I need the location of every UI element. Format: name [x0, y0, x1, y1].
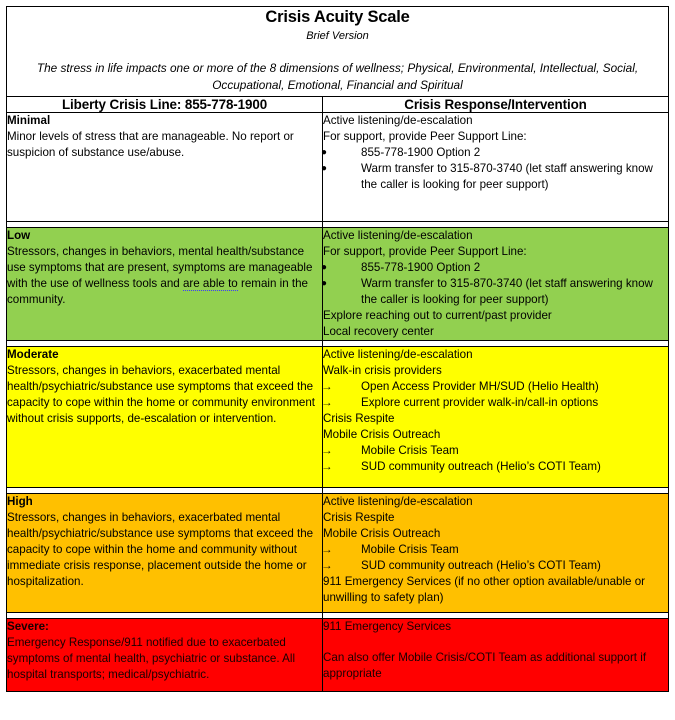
level-description: Emergency Response/911 notified due to exacerbated symptoms of mental health, psychiatric or substance. All hospital transports; medical/psychiatric. [7, 635, 296, 681]
level-description-pre: Stressors, changes in behaviors, mental health/substance use symptoms that are present, symptoms are manageable with the use of wellness tools and [7, 245, 313, 291]
response-line: 911 Emergency Services (if no other option available/unable or unwilling to safety plan) [323, 574, 646, 604]
response-line: For support, provide Peer Support Line: [323, 245, 527, 259]
table-body [7, 7, 669, 692]
response-sub-item-label: Mobile Crisis Team [361, 542, 459, 556]
response-sub-item [323, 161, 668, 193]
level-description: Stressors, changes in behaviors, exacerbated mental health/psychiatric/substance use symptoms that exceed the capacity to cope within the home and community without immediate crisis response, placement outside the home or hospitalization. [7, 510, 314, 588]
level-cell-high [7, 494, 323, 613]
acuity-row-moderate [7, 347, 669, 488]
level-cell-severe [7, 619, 323, 692]
page-subtitle: Brief Version [306, 29, 369, 42]
response-blank-line [323, 635, 668, 650]
response-line: Active listening/de-escalation [323, 114, 473, 128]
response-cell-high [323, 494, 669, 613]
response-cell-moderate [323, 347, 669, 488]
bullet-icon: ● [321, 262, 328, 274]
level-description [7, 244, 322, 308]
response-sub-item [323, 145, 668, 161]
response-cell-severe [323, 619, 669, 692]
response-sub-item-label: SUD community outreach (Helio’s COTI Team) [361, 558, 601, 572]
response-line: Mobile Crisis Outreach [323, 427, 441, 441]
level-cell-low [7, 228, 323, 341]
level-label: Minimal [7, 114, 51, 128]
response-line: Local recovery center [323, 325, 434, 339]
crisis-acuity-scale-table [6, 6, 669, 692]
response-sub-item [323, 260, 668, 276]
arrow-right-icon: → [321, 443, 333, 457]
response-cell-minimal [323, 113, 669, 222]
bullet-icon: ● [321, 278, 328, 290]
level-label: Low [7, 229, 31, 243]
response-line: Explore reaching out to current/past provider [323, 309, 552, 323]
page-title: Crisis Acuity Scale [265, 8, 410, 26]
acuity-row-severe [7, 619, 669, 692]
response-sub-item-label: Open Access Provider MH/SUD (Helio Health) [361, 379, 599, 393]
level-description: Minor levels of stress that are manageable. No report or suspicion of substance use/abuse. [7, 130, 294, 160]
title-row [7, 7, 669, 97]
level-label: High [7, 495, 33, 508]
response-sub-item-label: Mobile Crisis Team [361, 443, 459, 457]
title-cell [7, 7, 669, 97]
spellcheck-flagged-text: are able to [182, 277, 238, 291]
intro-paragraph: The stress in life impacts one or more of the 8 dimensions of wellness; Physical, Environmental, Intellectual, Social, Occupational, Emotional, Financial and Spiritual [36, 60, 639, 93]
acuity-row-low [7, 228, 669, 341]
level-label: Severe: [7, 620, 49, 633]
response-line: Active listening/de-escalation [323, 348, 473, 361]
response-sub-item [323, 443, 668, 459]
response-sub-item-label: SUD community outreach (Helio’s COTI Team) [361, 459, 601, 473]
response-sub-item [323, 459, 668, 475]
response-sub-item-label: Warm transfer to 315-870-3740 (let staff answering know the caller is looking for peer support) [361, 277, 653, 307]
level-description-post: remain in the community. [7, 277, 308, 307]
arrow-right-icon: → [321, 379, 333, 393]
column-header-row [7, 97, 669, 113]
acuity-row-minimal [7, 113, 669, 222]
acuity-row-high [7, 494, 669, 613]
response-cell-low [323, 228, 669, 341]
response-sub-item [323, 276, 668, 308]
level-cell-moderate [7, 347, 323, 488]
arrow-right-icon: → [321, 395, 333, 409]
response-line: Walk-in crisis providers [323, 363, 442, 377]
response-sub-item [323, 379, 668, 395]
response-line: Active listening/de-escalation [323, 495, 473, 508]
arrow-right-icon: → [321, 558, 333, 572]
left-column-header: Liberty Crisis Line: 855-778-1900 [7, 97, 323, 113]
response-sub-item-label: Warm transfer to 315-870-3740 (let staff answering know the caller is looking for peer support) [361, 162, 653, 192]
right-column-header: Crisis Response/Intervention [323, 97, 669, 113]
response-sub-item-label: Explore current provider walk-in/call-in options [361, 395, 599, 409]
response-line: 911 Emergency Services [323, 620, 452, 633]
bullet-icon: ● [321, 147, 328, 159]
bullet-icon: ● [321, 163, 328, 175]
response-line: Active listening/de-escalation [323, 229, 473, 243]
arrow-right-icon: → [321, 542, 333, 556]
response-sub-item [323, 395, 668, 411]
response-line: For support, provide Peer Support Line: [323, 130, 527, 144]
response-line: Crisis Respite [323, 510, 395, 524]
response-sub-item-label: 855-778-1900 Option 2 [361, 146, 481, 160]
response-line: Crisis Respite [323, 411, 395, 425]
response-sub-item-label: 855-778-1900 Option 2 [361, 261, 481, 275]
level-description: Stressors, changes in behaviors, exacerbated mental health/psychiatric/substance use symptoms that exceed the capacity to cope within the home or community environment without crisis supports, de-escalation or intervention. [7, 363, 316, 425]
level-label: Moderate [7, 348, 59, 361]
arrow-right-icon: → [321, 459, 333, 473]
response-line: Can also offer Mobile Crisis/COTI Team as additional support if appropriate [323, 650, 647, 680]
level-cell-minimal [7, 113, 323, 222]
response-sub-item [323, 542, 668, 558]
response-line: Mobile Crisis Outreach [323, 526, 441, 540]
response-sub-item [323, 558, 668, 574]
